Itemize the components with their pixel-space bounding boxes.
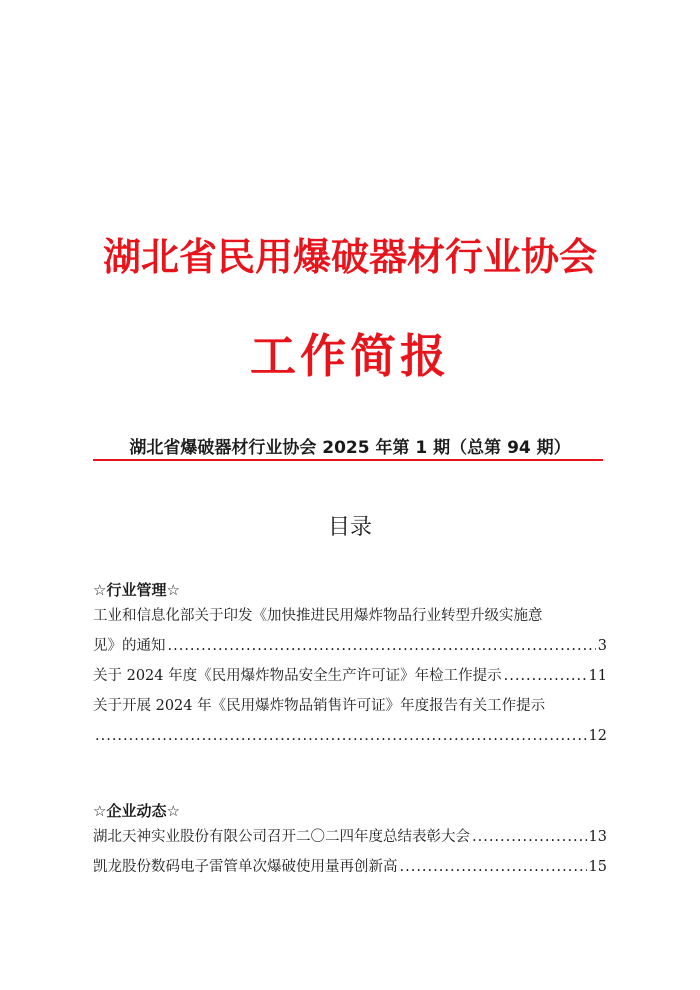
toc-entry[interactable] [93, 601, 607, 661]
entry-text-line2: 见》的通知 [93, 638, 166, 654]
toc-entry[interactable] [93, 822, 607, 852]
leader-dots [504, 661, 587, 691]
page-number: 15 [588, 859, 607, 875]
brief-title: 工作简报 [250, 329, 450, 383]
section-heading: ☆企业动态☆ [93, 802, 180, 820]
toc-section-industry-management [93, 579, 607, 751]
issue-line: 湖北省爆破器材行业协会 2025 年第 1 期（总第 94 期） [129, 438, 571, 458]
entry-text-line1: 关于开展 2024 年《民用爆炸物品销售许可证》年度报告有关工作提示 [93, 698, 546, 714]
organization-title: 湖北省民用爆破器材行业协会 [102, 234, 597, 279]
leader-dots [95, 721, 587, 751]
toc-entry[interactable] [93, 852, 607, 882]
red-divider [93, 459, 603, 461]
entry-text: 凯龙股份数码电子雷管单次爆破使用量再创新高 [93, 859, 398, 875]
toc-entry[interactable] [93, 691, 607, 751]
toc-title: 目录 [327, 515, 372, 540]
page-number: 12 [588, 728, 607, 744]
entry-text: 湖北天神实业股份有限公司召开二〇二四年度总结表彰大会 [93, 829, 470, 845]
entry-text: 关于 2024 年度《民用爆炸物品安全生产许可证》年检工作提示 [93, 668, 502, 684]
entry-text-line1: 工业和信息化部关于印发《加快推进民用爆炸物品行业转型升级实施意 [93, 608, 543, 624]
page-number: 3 [597, 638, 607, 654]
toc-section-enterprise-news [93, 800, 607, 882]
leader-dots [168, 631, 596, 661]
leader-dots [472, 822, 587, 852]
page-number: 13 [588, 829, 607, 845]
leader-dots [400, 852, 587, 882]
section-heading: ☆行业管理☆ [93, 581, 180, 599]
page-number: 11 [588, 668, 607, 684]
toc-entry[interactable] [93, 661, 607, 691]
